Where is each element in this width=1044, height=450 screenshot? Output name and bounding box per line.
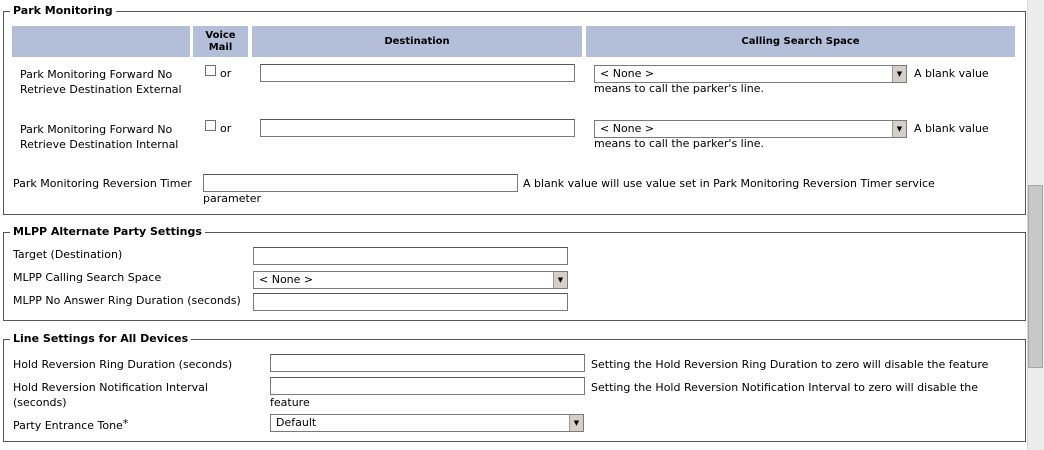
chevron-down-icon[interactable]: ▼ <box>892 66 906 82</box>
party-entrance-tone-select[interactable] <box>270 414 584 432</box>
required-mark: * <box>122 417 129 430</box>
voice-mail-checkbox-internal[interactable] <box>205 120 216 131</box>
or-label-internal: or <box>220 122 232 135</box>
or-label-external: or <box>220 67 232 80</box>
party-entrance-tone-label <box>13 416 128 433</box>
mlpp-css-select-value: < None > <box>259 273 314 286</box>
reversion-timer-note: A blank value will use value set in Park Monitoring Reversion Timer service parameter <box>203 177 935 205</box>
hold-notification-interval-note: Setting the Hold Reversion Notification Interval to zero will disable the feature <box>270 381 979 409</box>
hold-ring-duration-label: Hold Reversion Ring Duration (seconds) <box>13 358 233 371</box>
chevron-down-icon[interactable]: ▼ <box>892 121 906 137</box>
mlpp-legend: MLPP Alternate Party Settings <box>10 226 205 238</box>
css-select-external-value: < None > <box>600 67 655 80</box>
mlpp-ring-duration-label: MLPP No Answer Ring Duration (seconds) <box>13 294 241 307</box>
destination-input-internal[interactable] <box>260 119 575 137</box>
voice-mail-header-label: Voice Mail <box>205 30 236 53</box>
calling-search-space-header-label: Calling Search Space <box>741 36 860 47</box>
hold-ring-duration-input[interactable] <box>270 354 585 372</box>
mlpp-target-input[interactable] <box>253 247 568 265</box>
hold-ring-duration-note: Setting the Hold Reversion Ring Duration to zero will disable the feature <box>591 358 989 371</box>
mlpp-target-label: Target (Destination) <box>13 248 123 261</box>
chevron-down-icon[interactable]: ▼ <box>553 272 567 288</box>
forward-external-label: Park Monitoring Forward No Retrieve Destination External <box>20 68 182 96</box>
css-note-external: A blank value means to call the parker's line. <box>594 67 989 95</box>
mlpp-css-select[interactable] <box>253 271 568 289</box>
css-note-internal: A blank value means to call the parker's line. <box>594 122 989 150</box>
forward-internal-label: Park Monitoring Forward No Retrieve Destination Internal <box>20 123 179 151</box>
reversion-timer-label: Park Monitoring Reversion Timer <box>13 177 192 190</box>
party-entrance-tone-value: Default <box>276 416 317 429</box>
line-settings-legend: Line Settings for All Devices <box>10 333 191 345</box>
table-header-blank <box>12 26 190 57</box>
party-entrance-tone-text: Party Entrance Tone <box>13 419 123 432</box>
destination-header-label: Destination <box>384 36 450 47</box>
scrollbar-thumb[interactable] <box>1028 185 1043 368</box>
voice-mail-checkbox-external[interactable] <box>205 65 216 76</box>
mlpp-css-label: MLPP Calling Search Space <box>13 271 162 284</box>
chevron-down-icon[interactable]: ▼ <box>569 415 583 431</box>
hold-notification-interval-label: Hold Reversion Notification Interval (seconds) <box>13 381 208 409</box>
mlpp-ring-duration-input[interactable] <box>253 293 568 311</box>
park-monitoring-legend: Park Monitoring <box>10 5 116 17</box>
destination-input-external[interactable] <box>260 64 575 82</box>
css-select-internal-value: < None > <box>600 122 655 135</box>
